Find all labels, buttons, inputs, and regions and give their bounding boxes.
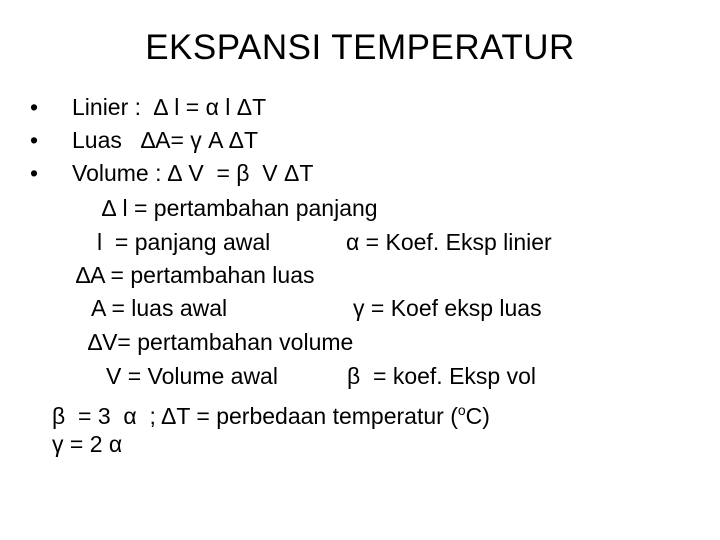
bullet-linier: Linier : ∆ l = α l ΔT — [72, 94, 267, 120]
definition-v: V = Volume awal — [106, 363, 278, 389]
definition-gamma: γ = Koef eksp luas — [353, 295, 542, 321]
relation-beta-text: β = 3 α ; ΔT = perbedaan temperatur ( — [52, 403, 458, 429]
definition-delta-a: ∆A = pertambahan luas — [76, 262, 315, 288]
definition-a: A = luas awal — [91, 295, 228, 321]
definition-l: l = panjang awal — [97, 229, 271, 255]
bullet-volume: Volume : ∆ V = β V ΔT — [72, 160, 314, 186]
relation-gamma: γ = 2 α — [52, 431, 123, 457]
definition-delta-l: ∆ l = pertambahan panjang — [102, 195, 378, 221]
bullet-marker-volume: • — [30, 160, 39, 186]
bullet-marker-linier: • — [30, 94, 39, 120]
bullet-luas: Luas ∆A= γ A ΔT — [72, 127, 259, 153]
definition-delta-v: ∆V= pertambahan volume — [88, 329, 354, 355]
relation-beta — [52, 397, 490, 429]
definition-beta: β = koef. Eksp vol — [347, 363, 537, 389]
slide-title: EKSPANSI TEMPERATUR — [145, 28, 575, 67]
degree-mark: o — [457, 402, 466, 418]
relation-beta-unit: C) — [465, 403, 490, 429]
bullet-marker-luas: • — [30, 127, 39, 153]
definition-alpha: α = Koef. Eksp linier — [346, 229, 552, 255]
